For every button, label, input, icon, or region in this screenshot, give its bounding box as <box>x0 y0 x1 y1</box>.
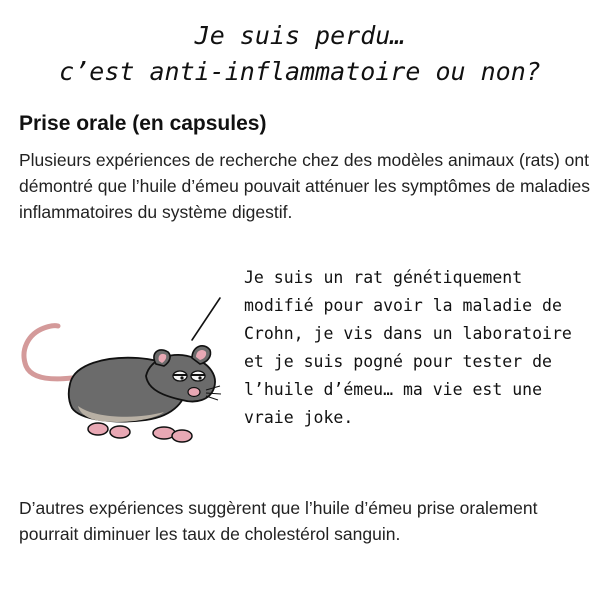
section-heading: Prise orale (en capsules) <box>19 112 267 135</box>
page-title-line-2: c’est anti-inflammatoire ou non? <box>59 57 541 86</box>
rat-icon <box>14 320 224 450</box>
page-title <box>0 18 600 90</box>
rat-tail <box>24 326 72 379</box>
speech-bubble-text: Je suis un rat génétiquement modifié pour avoir la maladie de Crohn, je vis dans un laboratoire et je suis pogné pour tester de l’huile d’émeu… ma vie est une vraie joke. <box>244 268 572 427</box>
intro-paragraph: Plusieurs expériences de recherche chez des modèles animaux (rats) ont démontré que l’huile d’émeu pouvait atténuer les symptômes de maladies inflammatoires du système digestif. <box>19 150 591 222</box>
page-title-line-1: Je suis perdu… <box>194 21 406 50</box>
closing-paragraph: D’autres expériences suggèrent que l’huile d’émeu prise oralement pourrait diminuer les taux de cholestérol sanguin. <box>19 498 538 544</box>
